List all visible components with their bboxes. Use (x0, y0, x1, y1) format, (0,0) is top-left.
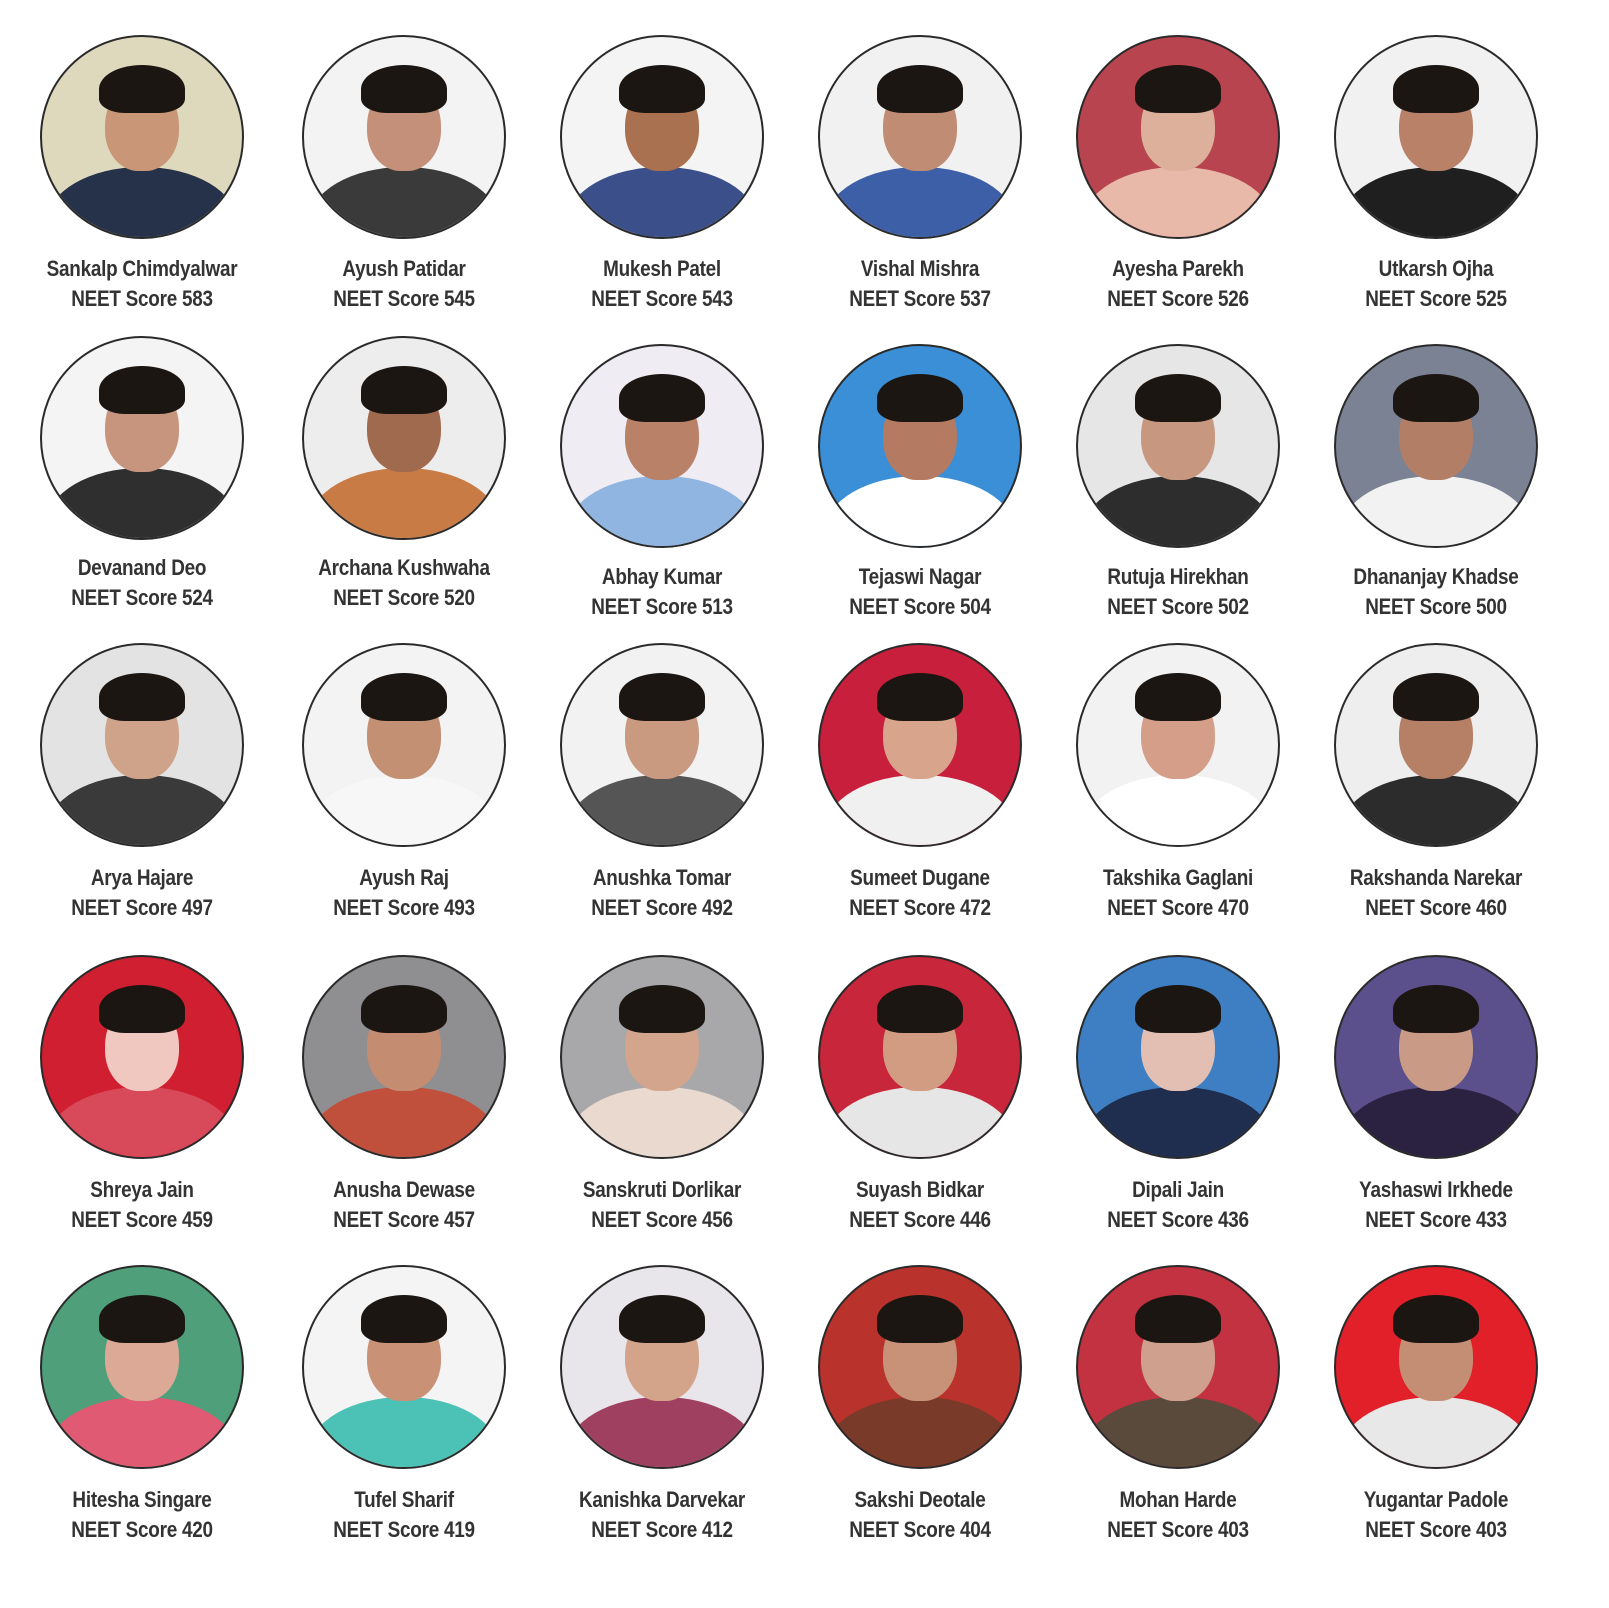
photo-hair (619, 985, 705, 1033)
photo-hair (99, 366, 185, 414)
photo-hair (619, 673, 705, 721)
photo-hair (1393, 1295, 1479, 1343)
student-photo (40, 955, 244, 1159)
student-name: Anusha Dewase (333, 1177, 475, 1202)
student-photo (1076, 1265, 1280, 1469)
student-score: NEET Score 403 (1107, 1517, 1249, 1542)
student-photo (302, 35, 506, 239)
photo-hair (361, 65, 447, 113)
student-score: NEET Score 513 (591, 594, 733, 619)
student-name: Utkarsh Ojha (1378, 256, 1494, 281)
photo-hair (1135, 65, 1221, 113)
photo-hair (877, 1295, 963, 1343)
photo-shirt (1341, 1087, 1531, 1159)
student-photo (1076, 344, 1280, 548)
photo-hair (99, 1295, 185, 1343)
student-name: Ayush Raj (359, 865, 449, 890)
student-photo (1334, 35, 1538, 239)
student-name: Mohan Harde (1119, 1487, 1237, 1512)
photo-hair (361, 1295, 447, 1343)
student-score: NEET Score 526 (1107, 286, 1249, 311)
student-name: Yashaswi Irkhede (1359, 1177, 1513, 1202)
photo-hair (619, 65, 705, 113)
photo-shirt (825, 1397, 1015, 1469)
student-name: Shreya Jain (90, 1177, 194, 1202)
photo-shirt (47, 775, 237, 847)
student-name: Sankalp Chimdyalwar (46, 256, 238, 281)
photo-hair (877, 65, 963, 113)
student-name: Archana Kushwaha (318, 555, 490, 580)
photo-hair (1135, 673, 1221, 721)
student-score: NEET Score 412 (591, 1517, 733, 1542)
photo-shirt (567, 167, 757, 239)
photo-shirt (309, 167, 499, 239)
student-name: Sakshi Deotale (854, 1487, 986, 1512)
student-photo (818, 344, 1022, 548)
student-name: Mukesh Patel (603, 256, 721, 281)
photo-shirt (1341, 775, 1531, 847)
student-name: Ayush Patidar (342, 256, 466, 281)
student-score: NEET Score 472 (849, 895, 991, 920)
student-name: Ayesha Parekh (1112, 256, 1244, 281)
photo-shirt (567, 1397, 757, 1469)
photo-hair (1393, 65, 1479, 113)
student-name: Hitesha Singare (72, 1487, 212, 1512)
student-name: Sumeet Dugane (850, 865, 990, 890)
student-score: NEET Score 460 (1365, 895, 1507, 920)
student-score: NEET Score 456 (591, 1207, 733, 1232)
student-photo (302, 1265, 506, 1469)
student-score: NEET Score 403 (1365, 1517, 1507, 1542)
photo-hair (877, 673, 963, 721)
photo-shirt (309, 468, 499, 540)
student-score: NEET Score 520 (333, 585, 475, 610)
student-name: Anushka Tomar (592, 865, 732, 890)
student-score: NEET Score 525 (1365, 286, 1507, 311)
student-name: Sanskruti Dorlikar (582, 1177, 742, 1202)
photo-shirt (309, 775, 499, 847)
photo-shirt (1083, 775, 1273, 847)
student-score: NEET Score 524 (71, 585, 213, 610)
student-photo (1076, 35, 1280, 239)
student-name: Tejaswi Nagar (858, 564, 982, 589)
photo-shirt (1341, 476, 1531, 548)
photo-hair (99, 673, 185, 721)
student-score: NEET Score 420 (71, 1517, 213, 1542)
photo-shirt (47, 468, 237, 540)
student-photo (302, 955, 506, 1159)
photo-hair (99, 65, 185, 113)
student-score: NEET Score 497 (71, 895, 213, 920)
photo-hair (1393, 374, 1479, 422)
photo-shirt (567, 775, 757, 847)
student-photo (818, 35, 1022, 239)
student-name: Abhay Kumar (601, 564, 723, 589)
photo-hair (1393, 985, 1479, 1033)
student-score: NEET Score 545 (333, 286, 475, 311)
student-name: Rutuja Hirekhan (1107, 564, 1249, 589)
student-photo (1076, 643, 1280, 847)
student-name: Takshika Gaglani (1102, 865, 1254, 890)
student-photo (818, 643, 1022, 847)
photo-shirt (1083, 1397, 1273, 1469)
student-photo (40, 643, 244, 847)
student-photo (560, 643, 764, 847)
student-score: NEET Score 436 (1107, 1207, 1249, 1232)
student-photo (302, 336, 506, 540)
student-name: Devanand Deo (77, 555, 207, 580)
photo-shirt (567, 476, 757, 548)
student-score: NEET Score 537 (849, 286, 991, 311)
photo-hair (619, 374, 705, 422)
student-score: NEET Score 543 (591, 286, 733, 311)
photo-shirt (567, 1087, 757, 1159)
student-name: Vishal Mishra (860, 256, 980, 281)
photo-shirt (309, 1087, 499, 1159)
photo-hair (361, 673, 447, 721)
photo-shirt (1083, 476, 1273, 548)
student-photo (818, 1265, 1022, 1469)
student-photo (1334, 643, 1538, 847)
student-score: NEET Score 433 (1365, 1207, 1507, 1232)
photo-hair (619, 1295, 705, 1343)
student-photo (560, 35, 764, 239)
student-score: NEET Score 446 (849, 1207, 991, 1232)
photo-hair (1135, 374, 1221, 422)
photo-hair (877, 985, 963, 1033)
photo-hair (99, 985, 185, 1033)
student-score: NEET Score 404 (849, 1517, 991, 1542)
photo-hair (1393, 673, 1479, 721)
photo-hair (877, 374, 963, 422)
student-score: NEET Score 502 (1107, 594, 1249, 619)
student-score: NEET Score 493 (333, 895, 475, 920)
student-name: Arya Hajare (90, 865, 194, 890)
student-score: NEET Score 419 (333, 1517, 475, 1542)
photo-hair (1135, 985, 1221, 1033)
student-photo (302, 643, 506, 847)
student-score: NEET Score 500 (1365, 594, 1507, 619)
student-name: Kanishka Darvekar (578, 1487, 746, 1512)
photo-shirt (47, 167, 237, 239)
student-photo (818, 955, 1022, 1159)
photo-shirt (309, 1397, 499, 1469)
student-score: NEET Score 457 (333, 1207, 475, 1232)
student-photo (560, 955, 764, 1159)
photo-hair (361, 366, 447, 414)
student-name: Suyash Bidkar (855, 1177, 985, 1202)
student-name: Tufel Sharif (354, 1487, 454, 1512)
student-photo (560, 344, 764, 548)
photo-shirt (1341, 1397, 1531, 1469)
photo-shirt (47, 1397, 237, 1469)
student-photo (1076, 955, 1280, 1159)
photo-shirt (1341, 167, 1531, 239)
student-photo (1334, 955, 1538, 1159)
photo-shirt (825, 476, 1015, 548)
student-score: NEET Score 470 (1107, 895, 1249, 920)
student-score: NEET Score 459 (71, 1207, 213, 1232)
student-photo (1334, 344, 1538, 548)
photo-hair (361, 985, 447, 1033)
student-photo (40, 35, 244, 239)
student-name: Yugantar Padole (1363, 1487, 1509, 1512)
photo-shirt (825, 167, 1015, 239)
photo-shirt (1083, 167, 1273, 239)
photo-shirt (825, 1087, 1015, 1159)
photo-shirt (825, 775, 1015, 847)
student-photo (40, 336, 244, 540)
student-name: Rakshanda Narekar (1349, 865, 1523, 890)
student-photo (1334, 1265, 1538, 1469)
student-score: NEET Score 504 (849, 594, 991, 619)
student-photo (40, 1265, 244, 1469)
photo-shirt (47, 1087, 237, 1159)
student-score: NEET Score 492 (591, 895, 733, 920)
photo-hair (1135, 1295, 1221, 1343)
photo-shirt (1083, 1087, 1273, 1159)
student-name: Dipali Jain (1132, 1177, 1224, 1202)
student-name: Dhananjay Khadse (1353, 564, 1519, 589)
student-photo (560, 1265, 764, 1469)
student-score: NEET Score 583 (71, 286, 213, 311)
